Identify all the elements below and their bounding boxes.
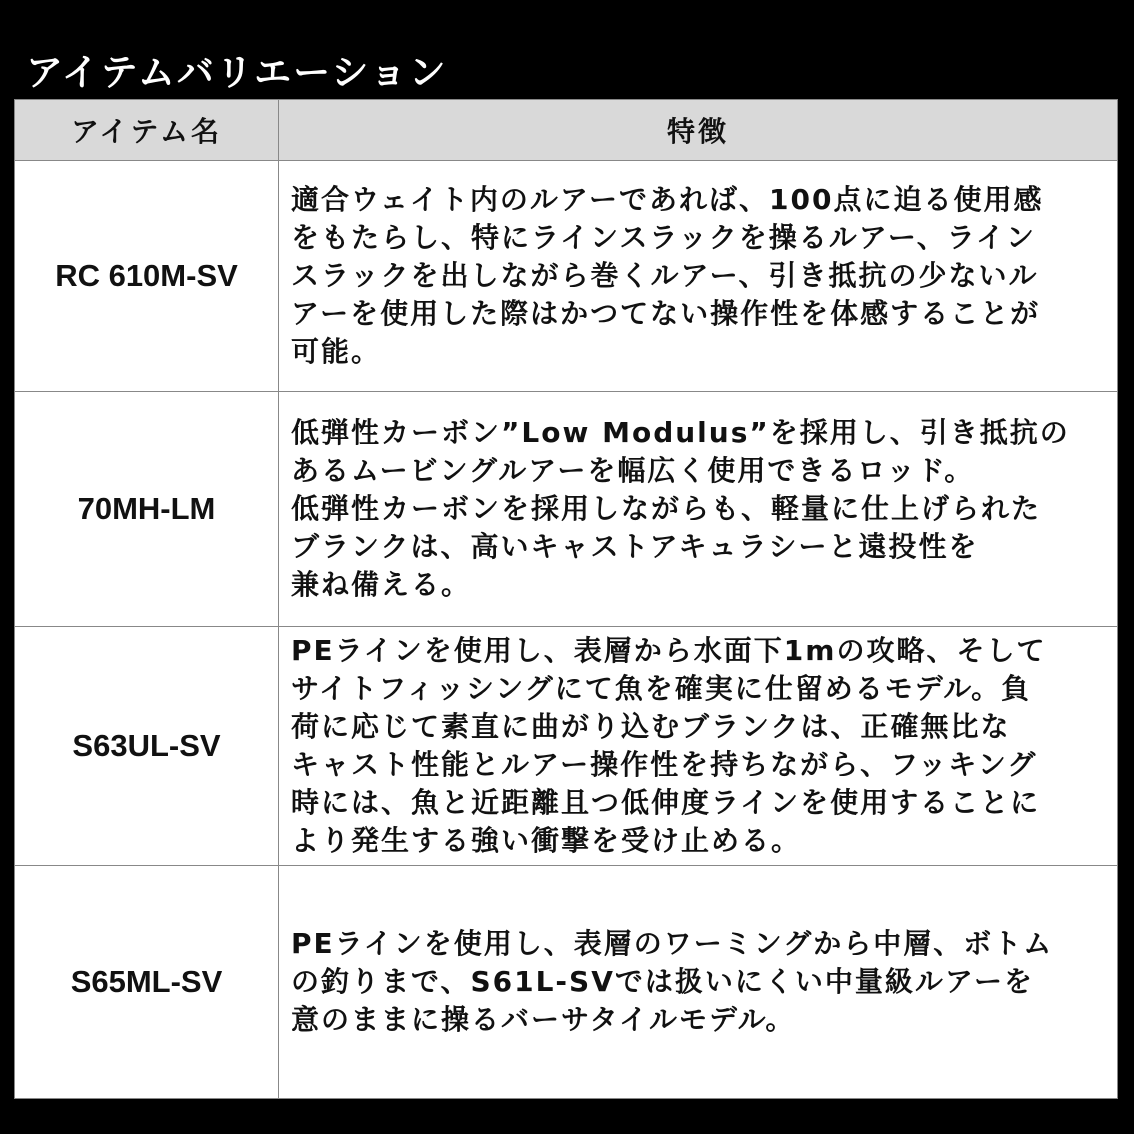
features-cell <box>279 866 1118 1099</box>
feature-text-line: 可能。 <box>291 335 382 368</box>
feature-text-line: をもたらし、特にラインスラックを操るルアー、ライン <box>291 221 1036 254</box>
feature-text-line: 兼ね備える。 <box>291 568 472 601</box>
table-row <box>15 392 1118 627</box>
features-cell <box>279 161 1118 392</box>
item-name-cell: 70MH-LM <box>15 392 279 627</box>
feature-text-line: 適合ウェイト内のルアーであれば、100点に迫る使用感 <box>291 183 1044 216</box>
feature-text-line: あるムービングルアーを幅広く使用できるロッド。 <box>291 454 975 487</box>
item-variation-table <box>14 99 1118 1099</box>
table-row <box>15 866 1118 1099</box>
features-cell <box>279 392 1118 627</box>
feature-text-line: PEラインを使用し、表層のワーミングから中層、ボトム <box>291 927 1054 960</box>
feature-text-line: 荷に応じて素直に曲がり込むブランクは、正確無比な <box>291 710 1011 743</box>
header-item-name: アイテム名 <box>15 100 279 161</box>
feature-text-line: 時には、魚と近距離且つ低伸度ラインを使用することに <box>291 786 1041 819</box>
feature-text-line: 低弾性カーボン”Low Modulus”を採用し、引き抵抗の <box>291 416 1070 449</box>
item-name-cell: S63UL-SV <box>15 627 279 866</box>
item-name-cell: RC 610M-SV <box>15 161 279 392</box>
feature-text-line: の釣りまで、S61L-SVでは扱いにくい中量級ルアーを <box>291 965 1035 998</box>
feature-text-line: サイトフィッシングにて魚を確実に仕留めるモデル。負 <box>291 672 1032 705</box>
feature-text-line: 低弾性カーボンを採用しながらも、軽量に仕上げられた <box>291 492 1042 525</box>
feature-text-line: キャスト性能とルアー操作性を持ちながら、フッキング <box>291 748 1038 781</box>
page-title: アイテムバリエーション <box>26 51 448 94</box>
table-row <box>15 627 1118 866</box>
feature-text-line: PEラインを使用し、表層から水面下1mの攻略、そして <box>291 634 1047 667</box>
feature-text-line: 意のままに操るバーサタイルモデル。 <box>291 1003 796 1036</box>
feature-text-line: アーを使用した際はかつてない操作性を体感することが <box>291 297 1041 330</box>
table-header-row <box>15 100 1118 161</box>
feature-text-line: ブランクは、高いキャストアキュラシーと遠投性を <box>291 530 979 563</box>
header-features: 特徴 <box>279 100 1118 161</box>
table-row <box>15 161 1118 392</box>
item-name-cell: S65ML-SV <box>15 866 279 1099</box>
feature-text-line: より発生する強い衝撃を受け止める。 <box>291 824 802 857</box>
features-cell <box>279 627 1118 866</box>
feature-text-line: スラックを出しながら巻くルアー、引き抵抗の少ないル <box>291 259 1039 292</box>
